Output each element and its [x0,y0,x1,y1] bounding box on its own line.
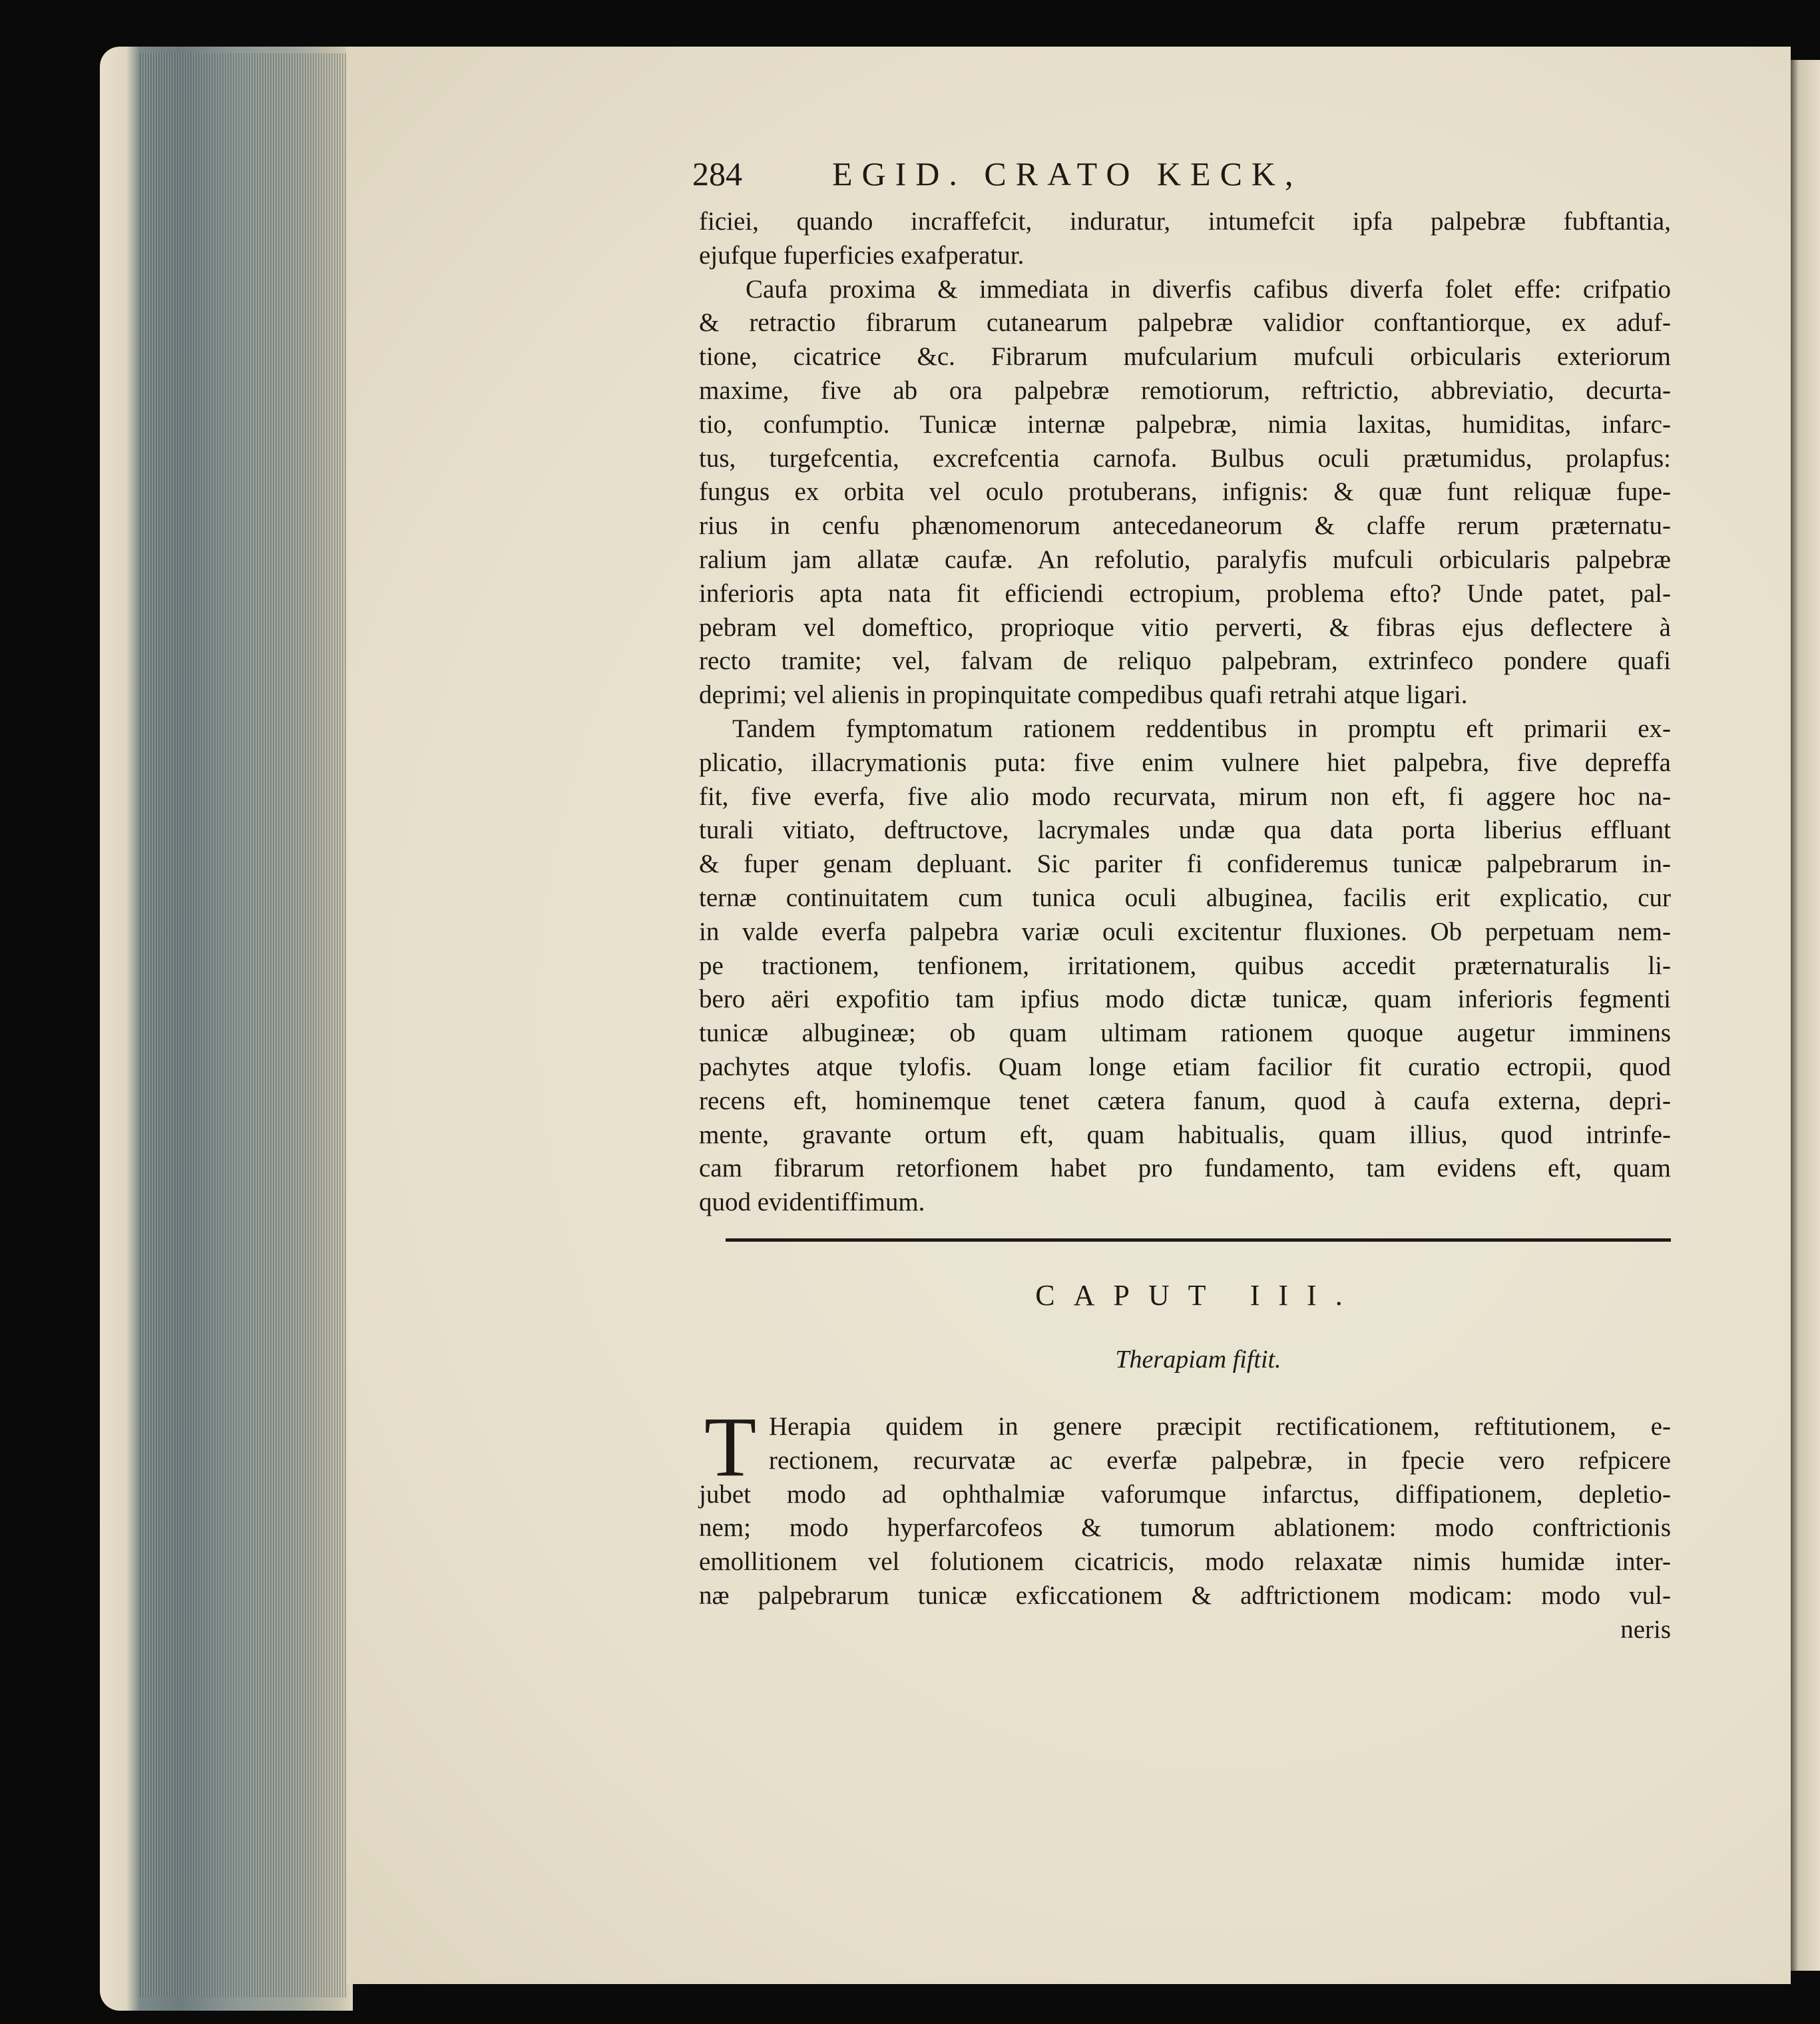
text-line: turali vitiato, deftructove, lacrymales undæ qua data porta liberius effluant [699,816,1671,845]
page-number: 284 [692,155,742,192]
text-line: Caufa proxima & immediata in diverfis cafibus diverfa folet effe: crifpatio [746,274,1671,304]
text-line: Herapia quidem in genere præcipit rectificationem, reftitutionem, e- [769,1412,1671,1441]
text-line: tunicæ albugineæ; ob quam ultimam rationem quoque augetur imminens [699,1019,1671,1048]
page-edge-texture [140,53,346,1997]
text-line: pebram vel domeftico, proprioque vitio perverti, & fibras ejus deflectere à [699,613,1671,642]
running-title: EGID. CRATO KECK, [832,155,1303,192]
text-line: inferioris apta nata fit efficiendi ectropium, problema efto? Unde patet, pal- [699,579,1671,608]
text-line: rius in cenfu phænomenorum antecedaneorum & claffe rerum præternatu- [699,511,1671,541]
text-line: in valde everfa palpebra variæ oculi excitentur fluxiones. Ob perpetuam nem- [699,917,1671,946]
text-line: pe tractionem, tenfionem, irritationem, quibus accedit præternaturalis li- [699,951,1671,980]
facing-page-edge [1791,60,1820,1971]
chapter-title: CAPUT III. [1035,1279,1361,1312]
text-line: emollitionem vel folutionem cicatricis, modo relaxatæ nimis humidæ inter- [699,1547,1671,1577]
text-line: bero aëri expofitio tam ipfius modo dictæ tunicæ, quam inferioris fegmenti [699,985,1671,1014]
text-line: nem; modo hyperfarcofeos & tumorum ablationem: modo conftrictionis [699,1513,1671,1543]
chapter-subtitle: Therapiam fiftit. [1115,1346,1281,1374]
chapter-text [699,1399,1671,1647]
drop-cap: T [704,1399,757,1494]
text-line: Tandem fymptomatum rationem reddentibus in promptu eft primarii ex- [732,714,1671,743]
text-line: fungus ex orbita vel oculo protuberans, infignis: & quæ funt reliquæ fupe- [699,477,1671,507]
text-line: tio, confumptio. Tunicæ internæ palpebræ, nimia laxitas, humiditas, infarc- [699,409,1671,439]
text-line: recto tramite; vel, falvam de reliquo palpebram, extrinfeco pondere quafi [699,646,1671,676]
text-line: cam fibrarum retorfionem habet pro fundamento, tam evidens eft, quam [699,1154,1671,1183]
text-line: rectionem, recurvatæ ac everfæ palpebræ, in fpecie vero refpicere [769,1445,1671,1475]
text-line: jubet modo ad ophthalmiæ vaforumque infarctus, diffipationem, depletio- [699,1479,1671,1509]
text-line: ficiei, quando incraffefcit, induratur, intumefcit ipfa palpebræ fubftantia, [699,207,1671,236]
text-line: ralium jam allatæ caufæ. An refolutio, paralyfis mufculi orbicularis palpebræ [699,545,1671,574]
text-line: deprimi; vel alienis in propinquitate compedibus quafi retrahi atque ligari. [699,680,1468,710]
text-line: maxime, five ab ora palpebræ remotiorum, reftrictio, abbreviatio, decurta- [699,376,1671,405]
catchword: neris [1620,1615,1671,1644]
text-line: & fuper genam depluant. Sic pariter fi confideremus tunicæ palpebrarum in- [699,850,1671,879]
text-line: fit, five everfa, five alio modo recurvata, mirum non eft, fi aggere hoc na- [699,782,1671,811]
text-line: næ palpebrarum tunicæ exficcationem & adftrictionem modicam: modo vul- [699,1581,1671,1610]
text-line: pachytes atque tylofis. Quam longe etiam facilior fit curatio ectropii, quod [699,1052,1671,1081]
text-line: tus, turgefcentia, excrefcentia carnofa. Bulbus oculi prætumidus, prolapfus: [699,443,1671,473]
text-line: plicatio, illacrymationis puta: five enim vulnere hiet palpebra, five depreffa [699,748,1671,777]
section-divider [726,1238,1671,1242]
text-line: quod evidentiffimum. [699,1188,925,1217]
body-text [699,205,1671,1220]
page-header [692,154,1664,201]
text-line: recens eft, hominemque tenet cætera fanum, quod à caufa externa, depri- [699,1086,1671,1115]
text-line: tione, cicatrice &c. Fibrarum mufcularium mufculi orbicularis exteriorum [699,342,1671,372]
text-line: ternæ continuitatem cum tunica oculi albuginea, facilis erit explicatio, cur [699,883,1671,912]
text-line: mente, gravante ortum eft, quam habitualis, quam illius, quod intrinfe- [699,1120,1671,1149]
text-line: ejufque fuperficies exafperatur. [699,240,1024,270]
text-line: & retractio fibrarum cutanearum palpebræ validior conftantiorque, ex aduf- [699,308,1671,338]
